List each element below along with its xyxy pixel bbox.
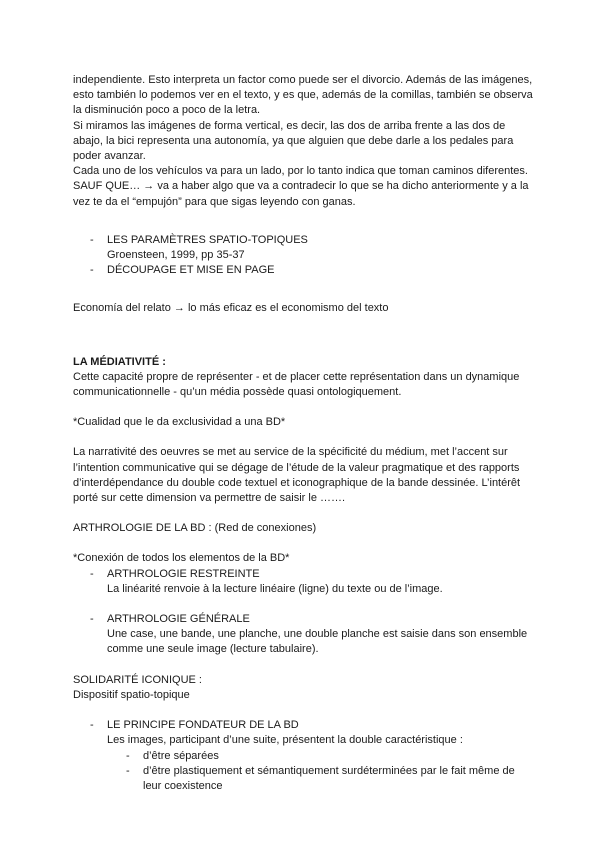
solidarite-sub-2: d’être plastiquement et sémantiquement surdéterminées par le fait même de leur coexistence bbox=[143, 764, 515, 792]
intro-paragraph-1: independiente. Esto interpreta un factor como puede ser el divorcio. Además de las imágenes, esto también lo podemos ver en el texto, y es que, además de la comillas, también se observa la disminución poco a poco de la letra. bbox=[73, 74, 533, 117]
bullet-dash: - bbox=[126, 764, 130, 777]
arthrologie-item-1-title: ARTHROLOGIE RESTREINTE bbox=[107, 567, 260, 580]
list-item bbox=[73, 567, 533, 597]
params-item-1-ref: Groensteen, 1999, pp 35-37 bbox=[107, 249, 245, 262]
mediativite-definition: Cette capacité propre de représenter - et de placer cette représentation dans un dynamique communicationnelle - qu’un média possède quasi ontologiquement. bbox=[73, 370, 520, 399]
solidarite-item-title: LE PRINCIPE FONDATEUR DE LA BD bbox=[107, 719, 299, 732]
arthrologie-item-2-text: Une case, une bande, une planche, une double planche est saisie dans son ensemble comme une seule image (lecture tabulaire). bbox=[107, 628, 528, 656]
document-page bbox=[73, 73, 533, 794]
bullet-dash: - bbox=[90, 719, 94, 732]
arthrologie-note: *Conexión de todos los elementos de la BD* bbox=[73, 552, 290, 565]
arthrologie-heading: ARTHROLOGIE DE LA BD : (Red de conexiones) bbox=[73, 522, 317, 535]
intro-paragraph-4: SAUF QUE… → va a haber algo que va a contradecir lo que se ha dicho anteriormente y a la vez te da el “empujón” para que sigas leyendo con ganas. bbox=[73, 180, 529, 208]
list-item bbox=[73, 749, 533, 764]
arthrologie-item-1-text: La linéarité renvoie à la lecture linéaire (ligne) du texte ou de l’image. bbox=[107, 582, 443, 595]
solidarite-heading: SOLIDARITÉ ICONIQUE : bbox=[73, 673, 202, 686]
mediativite-paragraph: La narrativité des oeuvres se met au service de la spécificité du médium, met l’accent sur l’intention communicative qui se dégage de l’étude de la valeur pragmatique et des rapports d’interdépendance du double code textuel et iconographique de la bande dessinée. L’intérêt porté sur cette dimension va permettre de saisir le ……. bbox=[73, 446, 521, 505]
bullet-dash: - bbox=[90, 613, 94, 626]
bullet-dash: - bbox=[90, 233, 94, 246]
list-item bbox=[73, 718, 533, 748]
arthrologie-item-2-title: ARTHROLOGIE GÉNÉRALE bbox=[107, 613, 250, 626]
bullet-dash: - bbox=[90, 567, 94, 580]
intro-paragraph-2: Si miramos las imágenes de forma vertical, es decir, las dos de arriba frente a las dos de abajo, la bici representa una autonomía, ya que alguien que debe darle a los pedales para poder avanzar. bbox=[73, 119, 514, 163]
solidarite-subheading: Dispositif spatio-topique bbox=[73, 688, 190, 701]
bullet-dash: - bbox=[90, 264, 94, 277]
mediativite-note: *Cualidad que le da exclusividad a una BD* bbox=[73, 416, 286, 429]
intro-paragraph-3: Cada uno de los vehículos va para un lado, por lo tanto indica que toman caminos diferentes. bbox=[73, 165, 528, 178]
mediativite-heading: LA MÉDIATIVITÉ : bbox=[73, 355, 166, 368]
economia-line: Economía del relato → lo más eficaz es el economismo del texto bbox=[73, 302, 389, 315]
list-item bbox=[73, 764, 533, 794]
solidarite-sub-1: d’être séparées bbox=[143, 749, 219, 762]
list-item bbox=[73, 612, 533, 658]
solidarite-item-text: Les images, participant d’une suite, présentent la double caractéristique : bbox=[107, 734, 463, 747]
list-item bbox=[73, 233, 533, 263]
params-item-1-title: LES PARAMÈTRES SPATIO-TOPIQUES bbox=[107, 233, 308, 246]
bullet-dash: - bbox=[126, 749, 130, 762]
list-item bbox=[73, 263, 533, 278]
params-item-2-title: DÉCOUPAGE ET MISE EN PAGE bbox=[107, 264, 275, 277]
